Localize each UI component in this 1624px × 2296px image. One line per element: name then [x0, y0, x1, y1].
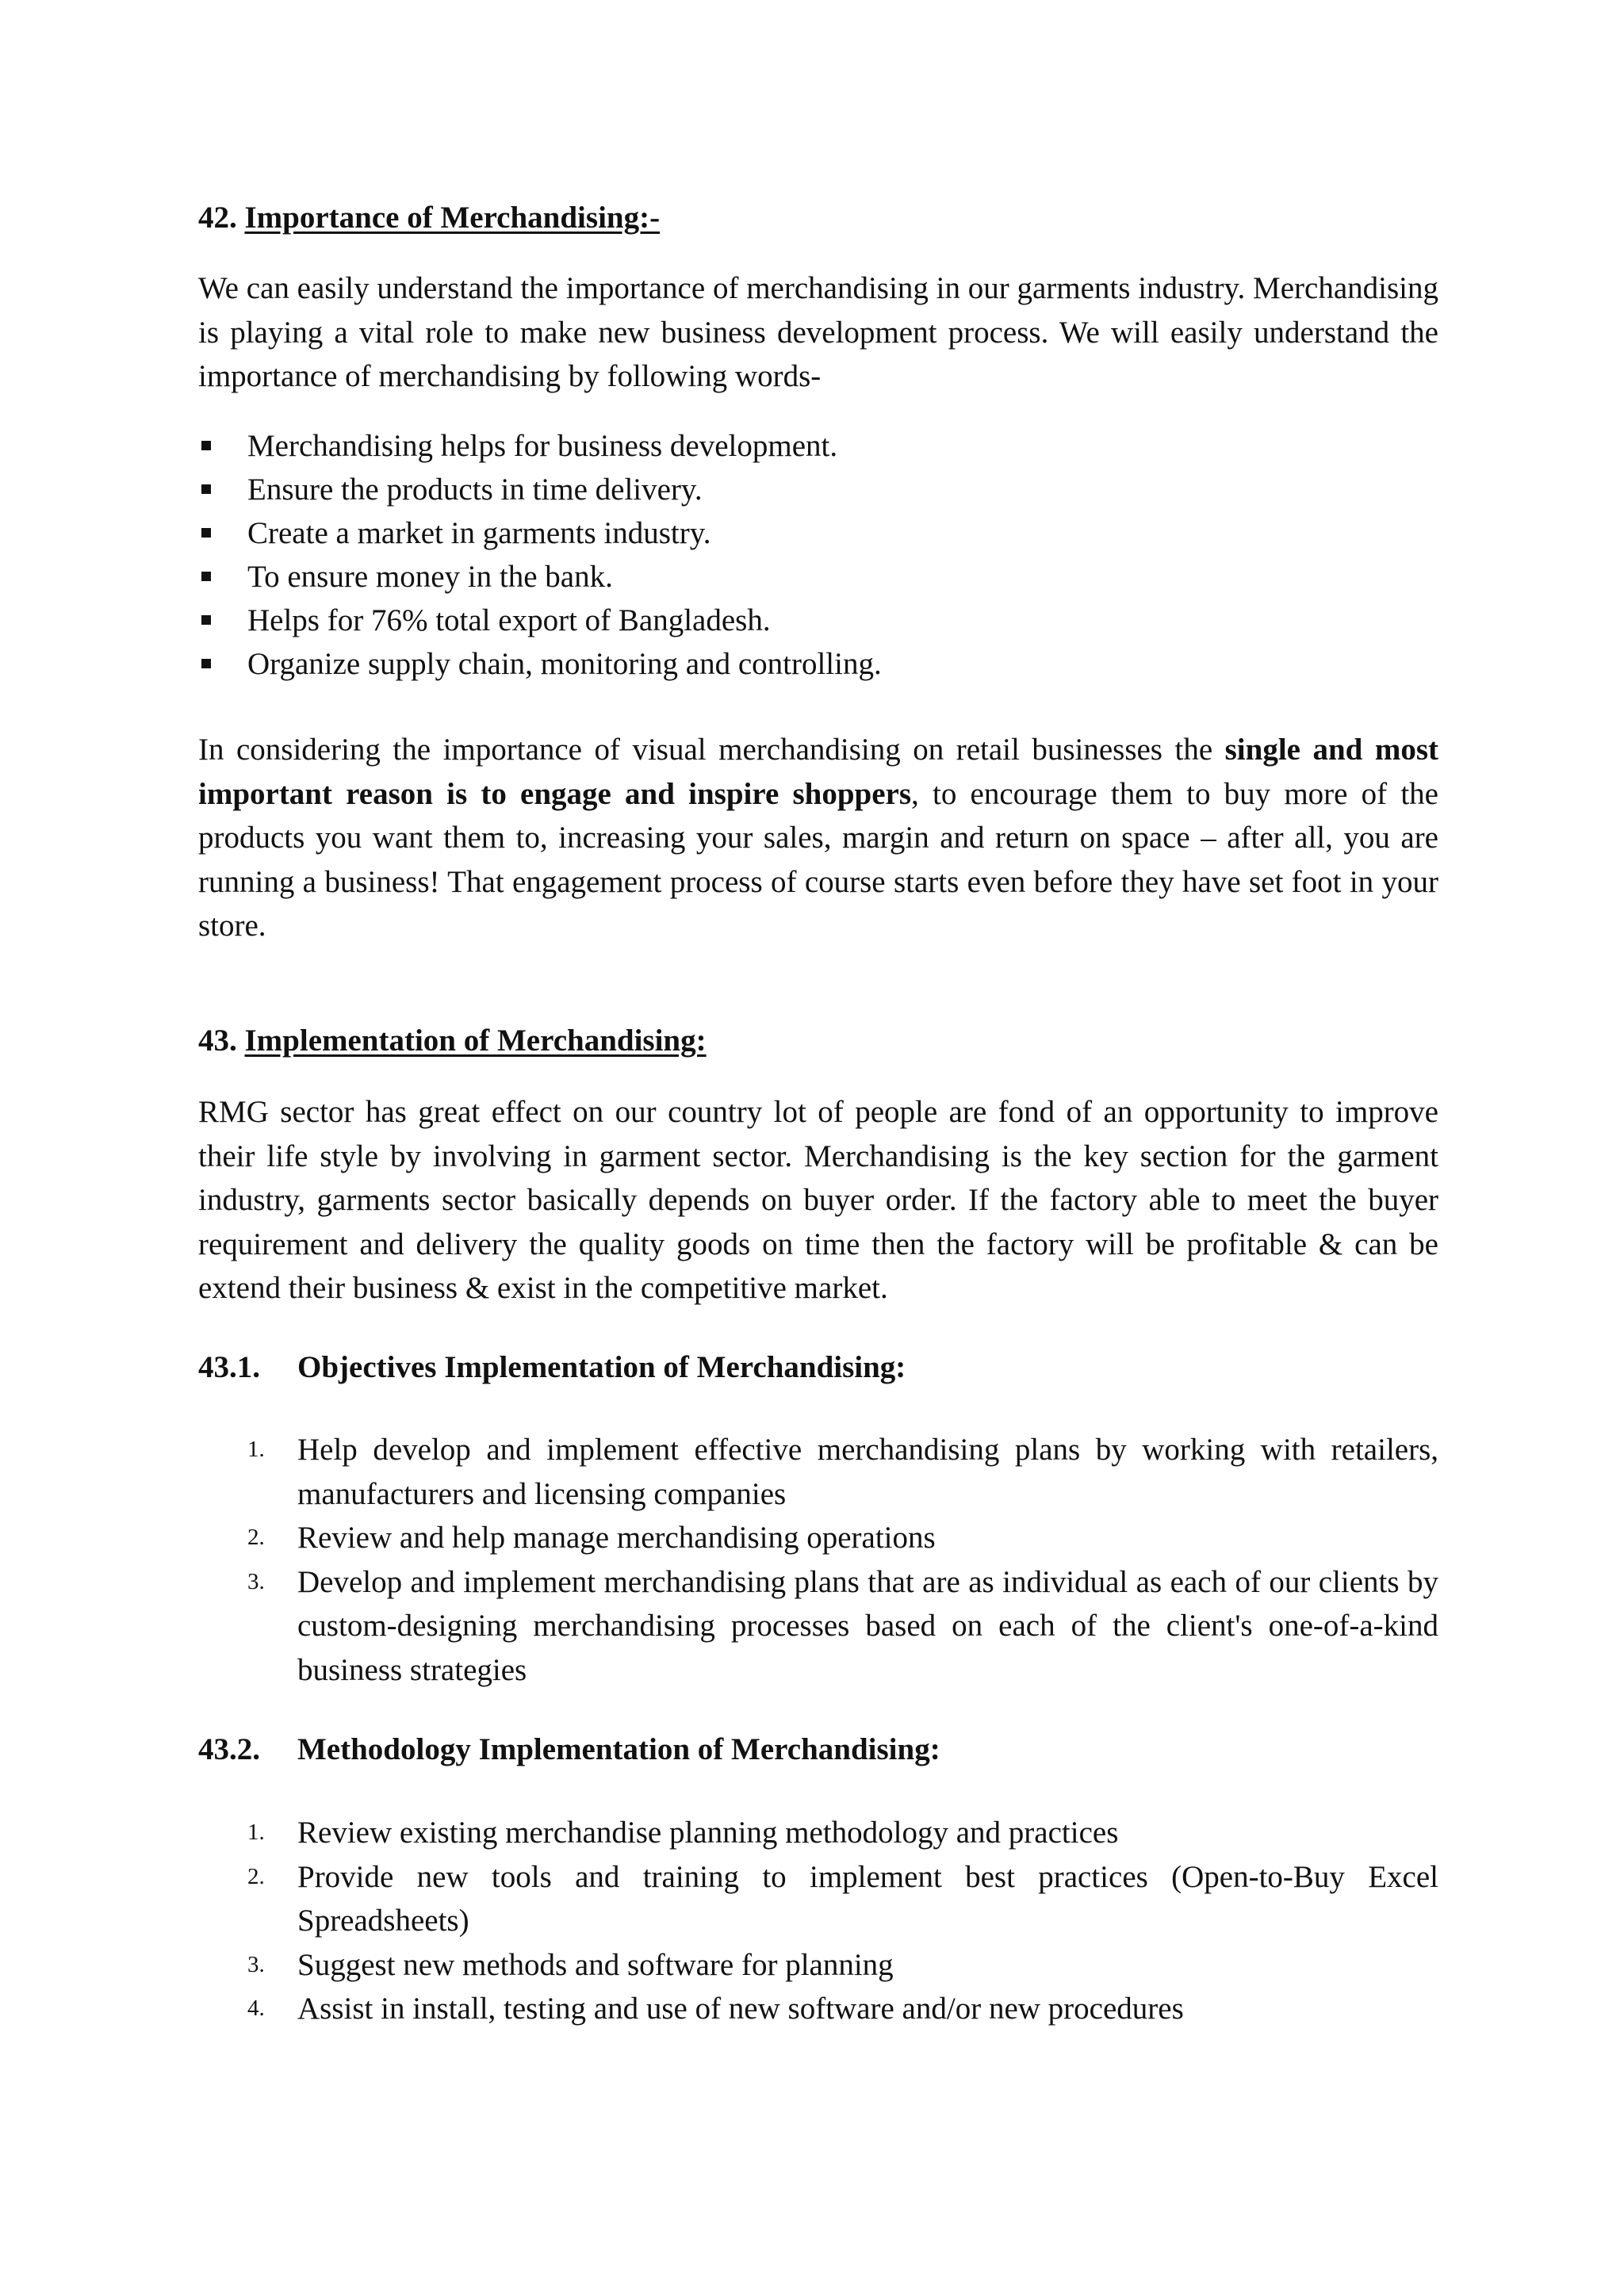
- section-42-intro: [198, 266, 1438, 399]
- section-43-1-heading: [198, 1345, 1438, 1390]
- list-item: Create a market in garments industry.: [198, 511, 1438, 555]
- list-item: 1. Review existing merchandise planning methodology and practices: [247, 1816, 1119, 1850]
- list-item: 4. Assist in install, testing and use of new software and/or new procedures: [247, 1992, 1184, 2026]
- section-43-intro: [198, 1090, 1438, 1311]
- list-item: 3. Suggest new methods and software for planning: [247, 1947, 894, 1982]
- bullet-square-icon: [201, 572, 211, 581]
- list-item: Helps for 76% total export of Bangladesh.: [198, 599, 1438, 642]
- bullet-list: [198, 424, 1438, 686]
- list-item: Merchandising helps for business development.: [198, 424, 1438, 468]
- section-number: 42.: [198, 201, 237, 235]
- emphasis-text: single and most important reason is to engage and inspire shoppers: [198, 733, 1438, 811]
- section-number: 43.2.: [198, 1732, 260, 1766]
- section-43-2-heading: [198, 1728, 1438, 1772]
- section-title: Methodology Implementation of Merchandising:: [297, 1732, 940, 1766]
- paragraph: In considering the importance of visual merchandising on retail businesses the single and most important reason is to engage and inspire shoppers, to encourage them to buy more of the products you want them to, increasing your sales, margin and return on space – after all, you are running a business! That engagement process of course starts even before they have set foot in your store.: [198, 733, 1438, 943]
- bullet-square-icon: [201, 615, 211, 625]
- list-item: 2. Provide new tools and training to implement best practices (Open-to-Buy Excel Spreadsheets): [247, 1859, 1438, 1938]
- section-title: Importance of Merchandising:-: [244, 201, 661, 235]
- methodology-list: [198, 1811, 1438, 2031]
- list-item: 2. Review and help manage merchandising operations: [247, 1521, 936, 1555]
- paragraph: RMG sector has great effect on our country lot of people are fond of an opportunity to improve their life style by involving in garment sector. Merchandising is the key section for the garment industry, garments sector basically depends on buyer order. If the factory able to meet the buyer requirement and delivery the quality goods on time then the factory will be profitable & can be extend their business & exist in the competitive market.: [198, 1095, 1438, 1305]
- paragraph: We can easily understand the importance of merchandising in our garments industry. Merchandising is playing a vital role to make new business development process. We will easily understand the importance of merchandising by following words-: [198, 271, 1438, 393]
- list-item: Ensure the products in time delivery.: [198, 468, 1438, 511]
- section-number: 43.: [198, 1024, 237, 1058]
- list-item: 1. Help develop and implement effective merchandising plans by working with retailers, manufacturers and licensing companies: [247, 1433, 1438, 1511]
- bullet-square-icon: [201, 528, 211, 538]
- section-43-heading: [198, 1019, 1438, 1063]
- list-item: 3. Develop and implement merchandising plans that are as individual as each of our clients by custom-designing merchandising processes based on each of the client's one-of-a-kind business strategies: [247, 1564, 1438, 1687]
- section-42-paragraph-2: [198, 728, 1438, 948]
- section-title: Objectives Implementation of Merchandising:: [297, 1350, 906, 1384]
- bullet-square-icon: [201, 441, 211, 450]
- bullet-square-icon: [201, 659, 211, 668]
- objectives-list: [198, 1428, 1438, 1692]
- list-item: Organize supply chain, monitoring and controlling.: [198, 642, 1438, 686]
- section-title: Implementation of Merchandising:: [244, 1024, 707, 1058]
- section-42-heading: [198, 196, 1438, 240]
- list-item: To ensure money in the bank.: [198, 555, 1438, 599]
- bullet-square-icon: [201, 484, 211, 494]
- section-number: 43.1.: [198, 1350, 260, 1384]
